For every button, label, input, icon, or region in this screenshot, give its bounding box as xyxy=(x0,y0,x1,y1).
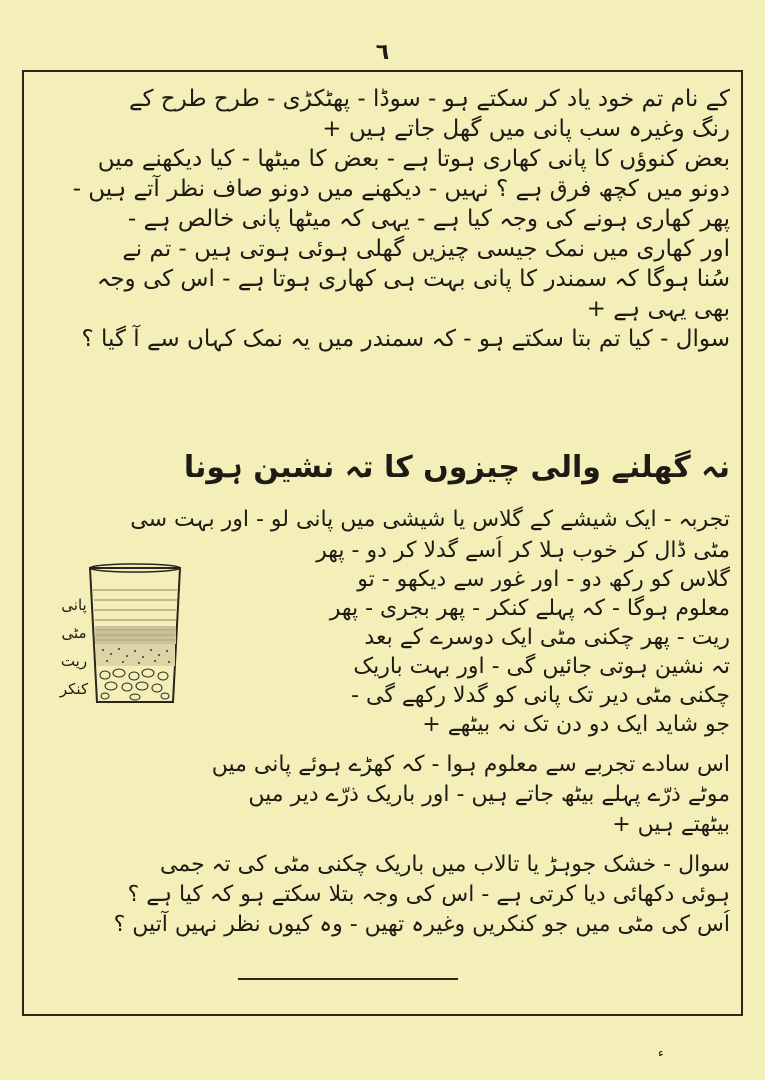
conclusion-text xyxy=(30,750,730,840)
text-line: بیٹھتے ہیں + xyxy=(612,812,730,837)
label-water: پانی xyxy=(61,596,87,614)
question-line: سوال - خشک جوہڑ یا تالاب میں باریک چکنی مٹی کی تہ جمی xyxy=(160,852,730,877)
text-line: کے نام تم خود یاد کر سکتے ہو - سوڈا - پھٹکڑی - طرح طرح کے xyxy=(129,86,730,112)
text-line: مٹی ڈال کر خوب ہلا کر اُسے گدلا کر دو - پھر xyxy=(316,538,730,563)
text-line: تجربہ - ایک شیشے کے گلاس یا شیشی میں پانی لو - اور بہت سی xyxy=(130,507,730,532)
text-line: چکنی مٹی دیر تک پانی کو گدلا رکھے گی - xyxy=(351,683,730,708)
label-sand: ریت xyxy=(60,652,88,670)
page-number: ٦ xyxy=(375,40,390,65)
experiment-intro xyxy=(30,505,730,535)
question-line: ہوئی دکھائی دیا کرتی ہے - اس کی وجہ بتلا سکتے ہو کہ کیا ہے ؟ xyxy=(127,882,730,907)
label-clay: مٹی xyxy=(61,624,87,642)
text-line: سُنا ہوگا کہ سمندر کا پانی بہت ہی کھاری ہوتا ہے - اس کی وجہ xyxy=(96,266,730,292)
text-line: تہ نشین ہوتی جائیں گی - اور بہت باریک xyxy=(353,654,730,679)
text-line: اور کھاری میں نمک جیسی چیزیں گھلی ہوئی ہوتی ہیں - تم نے xyxy=(122,236,730,262)
text-line: بھی یہی ہے + xyxy=(586,296,730,322)
text-line: معلوم ہوگا - کہ پہلے کنکر - پھر بجری - پھر xyxy=(329,596,730,621)
text-line: موٹے ذرّے پہلے بیٹھ جاتے ہیں - اور باریک ذرّے دیر میں xyxy=(248,782,730,807)
question-text xyxy=(30,850,730,940)
corner-mark: ء xyxy=(658,1046,664,1060)
section-heading: نہ گھلنے والی چیزوں کا تہ نشین ہونا xyxy=(183,450,730,485)
text-line: بعض کنوؤں کا پانی کھاری ہوتا ہے - بعض کا میٹھا - کیا دیکھنے میں xyxy=(97,146,730,172)
question-line: اُس کی مٹی میں جو کنکریں وغیرہ تھیں - وہ کیوں نظر نہیں آتیں ؟ xyxy=(113,912,730,937)
question-line: سوال - کیا تم بتا سکتے ہو - کہ سمندر میں یہ نمک کہاں سے آ گیا ؟ xyxy=(81,326,730,352)
text-line: پھر کھاری ہونے کی وجہ کیا ہے - یہی کہ میٹھا پانی خالص ہے - xyxy=(128,206,730,232)
label-pebbles: کنکر xyxy=(59,680,89,698)
text-line: رنگ وغیرہ سب پانی میں گھل جاتے ہیں + xyxy=(322,116,730,142)
section-1-text xyxy=(30,84,730,354)
experiment-text xyxy=(200,536,730,739)
text-line: جو شاید ایک دو دن تک نہ بیٹھے + xyxy=(422,712,730,737)
text-line: گلاس کو رکھ دو - اور غور سے دیکھو - تو xyxy=(357,567,730,592)
text-line: اس سادے تجربے سے معلوم ہوا - کہ کھڑے ہوئے پانی میں xyxy=(211,752,730,777)
text-line: دونو میں کچھ فرق ہے ؟ نہیں - دیکھنے میں دونو صاف نظر آتے ہیں - xyxy=(72,176,730,202)
end-rule xyxy=(238,978,458,980)
text-line: ریت - پھر چکنی مٹی ایک دوسرے کے بعد xyxy=(364,625,730,650)
